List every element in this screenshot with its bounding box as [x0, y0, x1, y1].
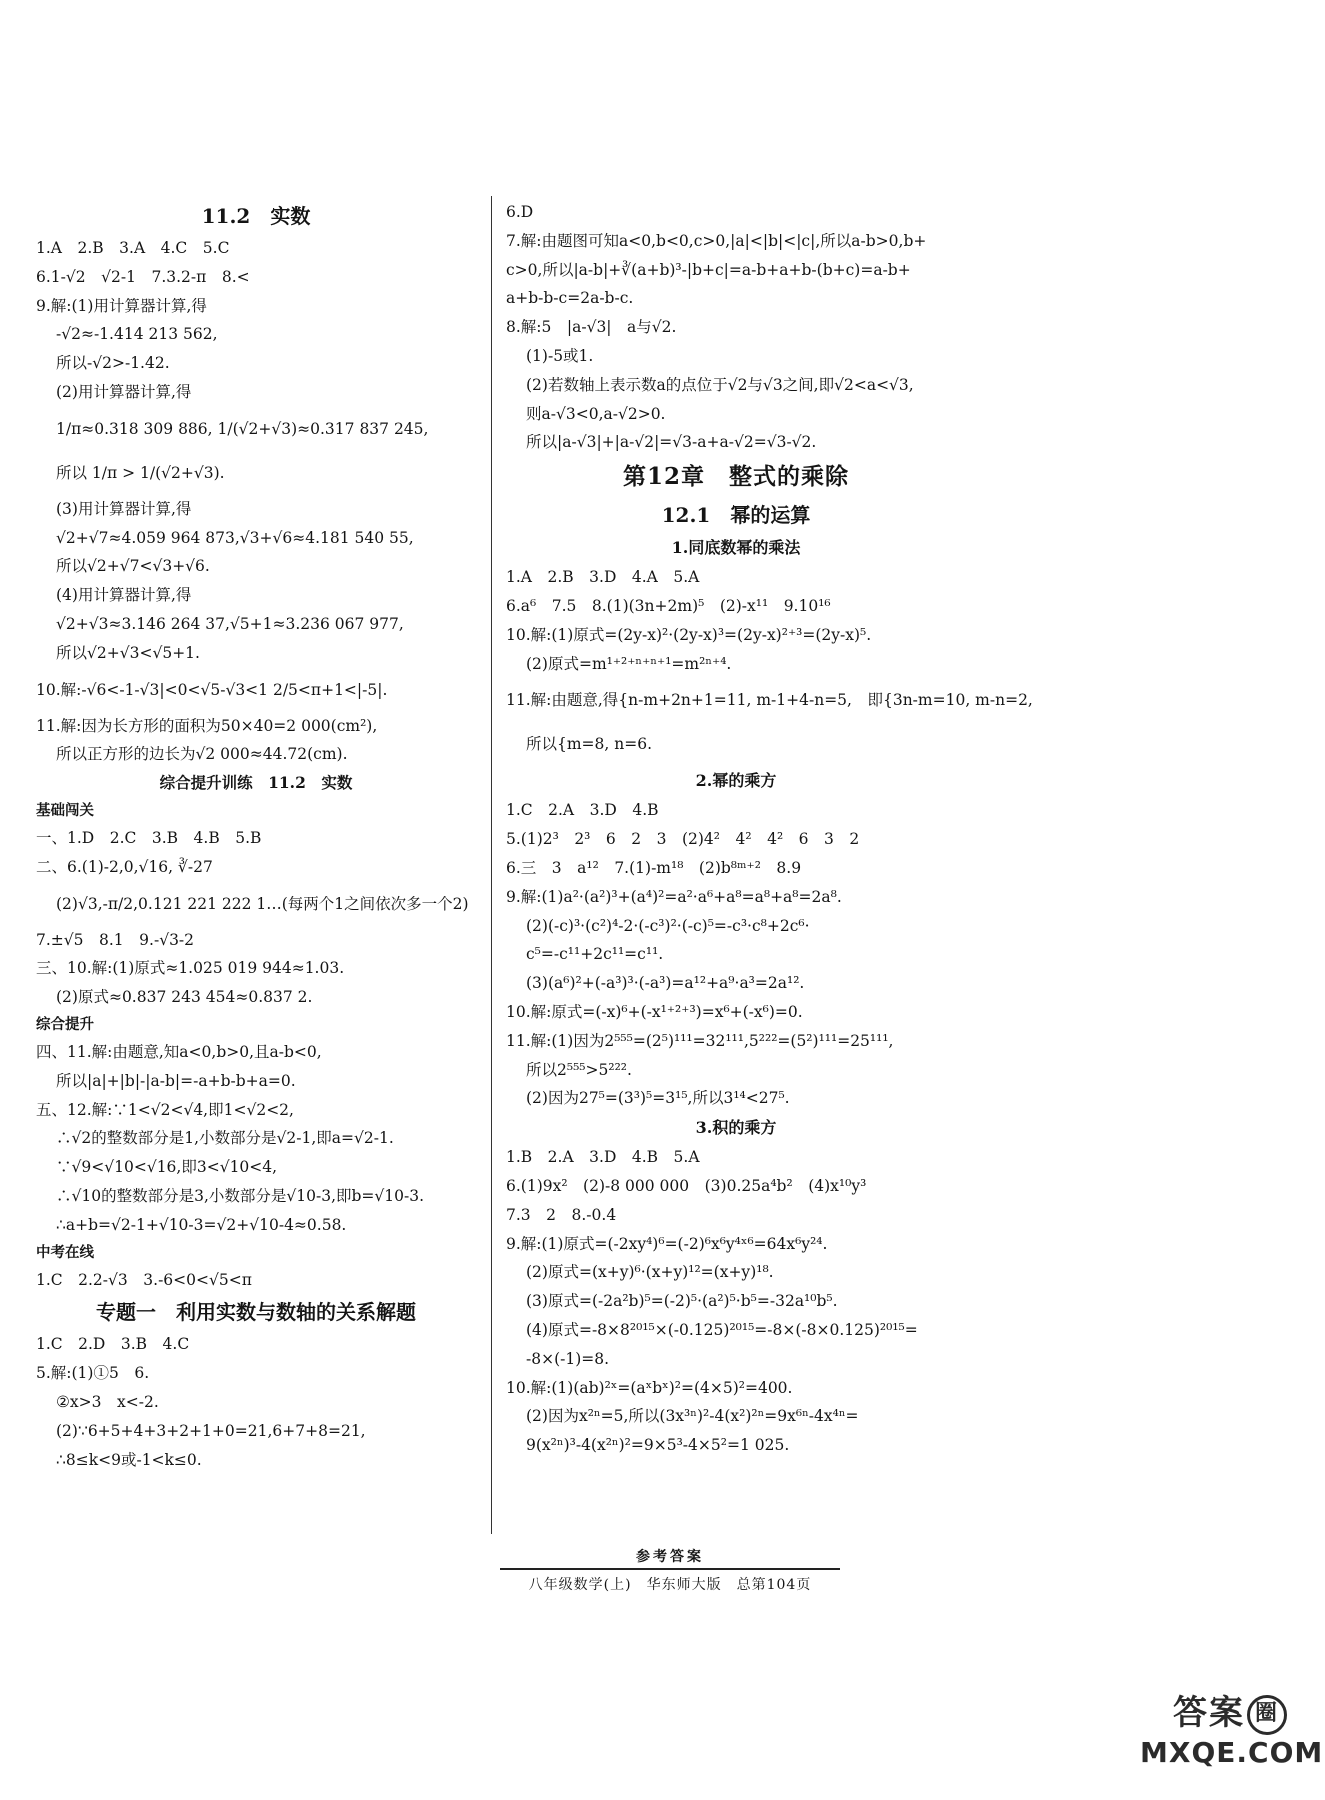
answer-line: (2)(-c)³·(c²)⁴-2·(-c³)²·(-c)⁵=-c³·c⁸+2c⁶· [526, 916, 810, 935]
answers-comprehensive [36, 1038, 476, 1240]
answer-line: √2+√7≈4.059 964 873,√3+√6≈4.181 540 55, [56, 528, 414, 547]
answer-line: c>0,所以|a-b|+∛(a+b)³-|b+c|=a-b+a+b-(b+c)=a-b+ [506, 260, 911, 279]
watermark-text: 答案 [1173, 1693, 1245, 1733]
topic-title: 专题一 利用实数与数轴的关系解题 [96, 1300, 416, 1325]
chapter-title: 第12章 整式的乘除 [622, 463, 849, 491]
answer-line: 7.解:由题图可知a<0,b<0,c>0,|a|<|b|<|c|,所以a-b>0,b+ [506, 231, 927, 250]
answer-line: (2)∵6+5+4+3+2+1+0=21,6+7+8=21, [56, 1421, 366, 1440]
answer-line: (3)用计算器计算,得 [56, 499, 192, 518]
answer-line: 11.解:(1)因为2⁵⁵⁵=(2⁵)¹¹¹=32¹¹¹,5²²²=(5²)¹¹¹=25¹¹¹, [506, 1031, 894, 1050]
watermark-circle-icon: 圈 [1247, 1695, 1287, 1735]
answer-line: (2)因为x²ⁿ=5,所以(3x³ⁿ)²-4(x²)²ⁿ=9x⁶ⁿ-4x⁴ⁿ= [526, 1407, 859, 1426]
footer-rule [500, 1568, 840, 1570]
training-title: 综合提升训练 11.2 实数 [159, 773, 353, 793]
answers-sub1 [506, 563, 1033, 766]
answers-topic [36, 1330, 476, 1474]
answer-line: 6.三 3 a¹² 7.(1)-m¹⁸ (2)b⁸ᵐ⁺² 8.9 [506, 858, 802, 877]
watermark-logo [1140, 1692, 1324, 1792]
answer-line: 则a-√3<0,a-√2>0. [526, 404, 666, 423]
answer-line: 1.A 2.B 3.D 4.A 5.A [506, 568, 700, 587]
answer-line: 10.解:-√6<-1-√3|<0<√5-√3<1 2/5<π+1<|-5|. [36, 680, 388, 699]
answer-line: 所以|a-√3|+|a-√2|=√3-a+a-√2=√3-√2. [526, 433, 817, 452]
answer-line: (2)原式=m¹⁺²⁺ⁿ⁺ⁿ⁺¹=m²ⁿ⁺⁴. [526, 654, 732, 673]
answer-line: 1.C 2.A 3.D 4.B [506, 801, 659, 820]
answer-line: 7.3 2 8.-0.4 [506, 1205, 617, 1224]
answer-line: 6.(1)9x² (2)-8 000 000 (3)0.25a⁴b² (4)x¹⁰y³ [506, 1176, 867, 1195]
section-title-11-2: 11.2 实数 [201, 204, 311, 228]
answers-sub3 [506, 1143, 966, 1460]
answer-line: 所以 1/π > 1/(√2+√3). [56, 463, 225, 482]
answer-line: ∴a+b=√2-1+√10-3=√2+√10-4≈0.58. [56, 1215, 347, 1234]
answer-line: (2)原式≈0.837 243 454≈0.837 2. [56, 988, 313, 1007]
subsection-title-1: 1.同底数幂的乘法 [671, 538, 801, 558]
answer-line: 三、10.解:(1)原式≈1.025 019 944≈1.03. [36, 959, 345, 978]
column-divider [491, 196, 492, 1534]
answers-sub2 [506, 796, 966, 1113]
answer-line: 1.C 2.2-√3 3.-6<0<√5<π [36, 1270, 252, 1289]
answer-line: 9.解:(1)a²·(a²)³+(a⁴)²=a²·a⁶+a⁸=a⁸+a⁸=2a⁸. [506, 887, 842, 906]
answer-line: ∴√2的整数部分是1,小数部分是√2-1,即a=√2-1. [56, 1129, 394, 1148]
answer-line: 所以|a|+|b|-|a-b|=-a+b-b+a=0. [56, 1071, 296, 1090]
answer-line: 所以{m=8, n=6. [526, 735, 653, 754]
answers-basic [36, 824, 476, 1012]
footer-info: 八年级数学(上) 华东师大版 总第104页 [528, 1577, 812, 1593]
answer-line: 11.解:由题意,得{n-m+2n+1=11, m-1+4-n=5, 即{3n-m=10, m-n=2, [506, 691, 1033, 710]
answer-line: (4)用计算器计算,得 [56, 586, 192, 605]
answer-line: 10.解:(1)原式=(2y-x)²·(2y-x)³=(2y-x)²⁺³=(2y-x)⁵. [506, 625, 872, 644]
watermark-url: MXQE.COM [1140, 1735, 1324, 1769]
answer-line: (2)√3,-π/2,0.121 221 222 1…(每两个1之间依次多一个2) [56, 894, 469, 913]
comprehensive-label: 综合提升 [36, 1015, 94, 1033]
right-column [506, 198, 1033, 1460]
subsection-title-2: 2.幂的乘方 [695, 771, 777, 791]
answer-line: c⁵=-c¹¹+2c¹¹=c¹¹. [526, 945, 664, 964]
answer-line: (3)原式=(-2a²b)⁵=(-2)⁵·(a²)⁵·b⁵=-32a¹⁰b⁵. [526, 1292, 838, 1311]
answer-line: -8×(-1)=8. [526, 1349, 610, 1368]
answer-line: 7.±√5 8.1 9.-√3-2 [36, 930, 195, 949]
answer-line: 6.a⁶ 7.5 8.(1)(3n+2m)⁵ (2)-x¹¹ 9.10¹⁶ [506, 596, 831, 615]
answer-line: (2)若数轴上表示数a的点位于√2与√3之间,即√2<a<√3, [526, 375, 914, 394]
footer-title: 参考答案 [636, 1549, 704, 1565]
answer-line: 1/π≈0.318 309 886, 1/(√2+√3)≈0.317 837 245, [56, 419, 429, 438]
answer-line: 所以正方形的边长为√2 000≈44.72(cm). [56, 745, 348, 764]
answer-line: (2)因为27⁵=(3³)⁵=3¹⁵,所以3¹⁴<27⁵. [526, 1089, 790, 1108]
answer-line: 9.解:(1)用计算器计算,得 [36, 296, 207, 315]
answers-continued [506, 198, 966, 457]
answer-line: 1.A 2.B 3.A 4.C 5.C [36, 239, 230, 257]
answer-line: 五、12.解:∵1<√2<√4,即1<√2<2, [36, 1100, 294, 1119]
answer-line: 1.C 2.D 3.B 4.C [36, 1335, 190, 1354]
answer-line: √2+√3≈3.146 264 37,√5+1≈3.236 067 977, [56, 614, 404, 633]
answer-line: 9(x²ⁿ)³-4(x²ⁿ)²=9×5³-4×5²=1 025. [526, 1436, 790, 1455]
answer-line: (4)原式=-8×8²⁰¹⁵×(-0.125)²⁰¹⁵=-8×(-8×0.125)²⁰¹⁵= [526, 1320, 918, 1339]
answer-line: 四、11.解:由题意,知a<0,b>0,且a-b<0, [36, 1042, 322, 1061]
answers-11-2 [36, 234, 476, 769]
answer-line: ∵√9<√10<√16,即3<√10<4, [56, 1158, 278, 1177]
answer-line: ∴8≤k<9或-1<k≤0. [56, 1450, 202, 1469]
answer-line: 所以-√2>-1.42. [56, 354, 170, 373]
answer-line: 10.解:原式=(-x)⁶+(-x¹⁺²⁺³)=x⁶+(-x⁶)=0. [506, 1002, 803, 1021]
answer-line: 9.解:(1)原式=(-2xy⁴)⁶=(-2)⁶x⁶y⁴ˣ⁶=64x⁶y²⁴. [506, 1234, 828, 1253]
answer-line: 一、1.D 2.C 3.B 4.B 5.B [36, 828, 262, 847]
exam-label: 中考在线 [36, 1243, 94, 1261]
answer-line: a+b-b-c=2a-b-c. [506, 289, 634, 308]
answer-line: 8.解:5 |a-√3| a与√2. [506, 318, 677, 337]
basic-label: 基础闯关 [36, 801, 94, 819]
answer-line: (1)-5或1. [526, 346, 594, 365]
answer-line: 1.B 2.A 3.D 4.B 5.A [506, 1148, 700, 1167]
answer-line: (2)用计算器计算,得 [56, 382, 192, 401]
answer-line: 10.解:(1)(ab)²ˣ=(aˣbˣ)²=(4×5)²=400. [506, 1378, 793, 1397]
answer-line: ②x>3 x<-2. [56, 1392, 159, 1411]
section-title-12-1: 12.1 幂的运算 [661, 503, 811, 528]
left-column [36, 198, 476, 1474]
answer-line: 5.(1)2³ 2³ 6 2 3 (2)4² 4² 4² 6 3 2 [506, 830, 860, 849]
answer-line: ∴√10的整数部分是3,小数部分是√10-3,即b=√10-3. [56, 1186, 425, 1205]
answer-line: 6.1-√2 √2-1 7.3.2-π 8.< [36, 267, 250, 286]
answer-line: (2)原式=(x+y)⁶·(x+y)¹²=(x+y)¹⁸. [526, 1263, 774, 1282]
answer-line: 6.D [506, 203, 534, 221]
answer-line: (3)(a⁶)²+(-a³)³·(-a³)=a¹²+a⁹·a³=2a¹². [526, 974, 805, 993]
answers-exam [36, 1266, 476, 1295]
answer-line: 二、6.(1)-2,0,√16, ∛-27 [36, 857, 213, 876]
answer-line: 所以√2+√3<√5+1. [56, 643, 200, 662]
answer-line: 5.解:(1)①5 6. [36, 1364, 150, 1383]
answer-line: 所以√2+√7<√3+√6. [56, 557, 210, 576]
answer-line: -√2≈-1.414 213 562, [56, 325, 218, 344]
subsection-title-3: 3.积的乘方 [695, 1118, 777, 1138]
answer-line: 所以2⁵⁵⁵>5²²². [526, 1060, 632, 1079]
answer-line: 11.解:因为长方形的面积为50×40=2 000(cm²), [36, 716, 378, 735]
